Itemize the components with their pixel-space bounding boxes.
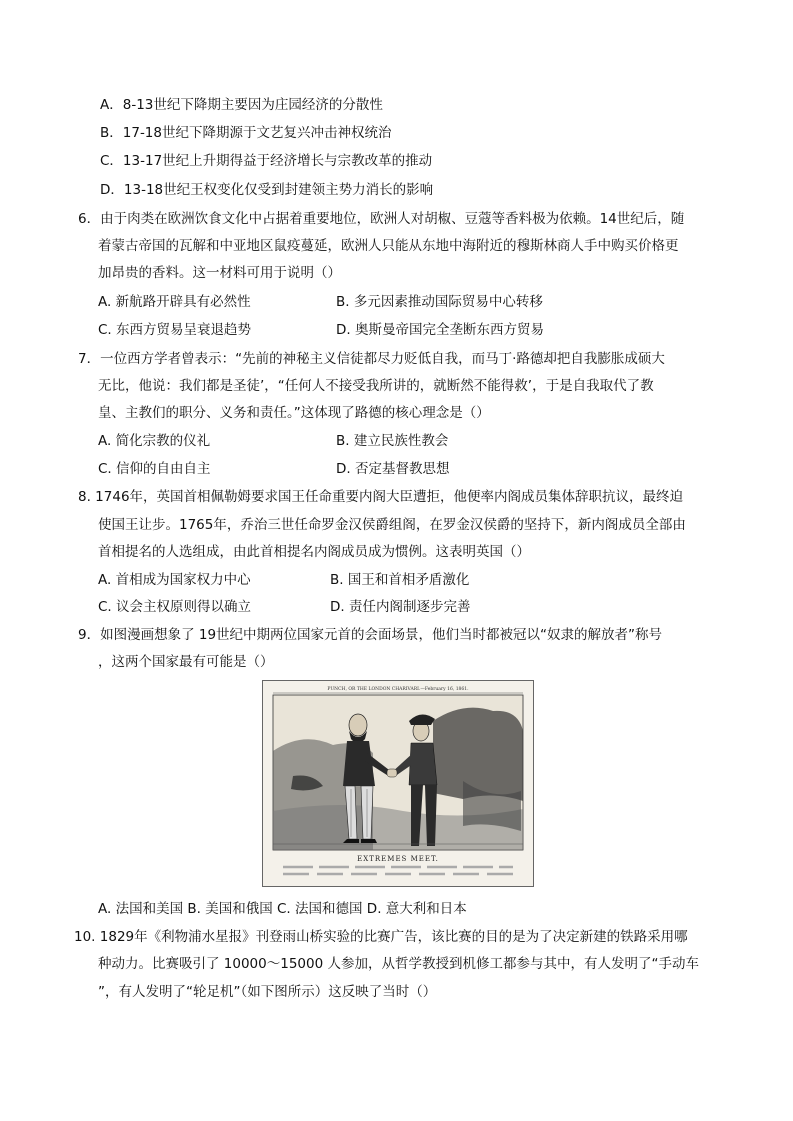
q5-option-d: D．13-18世纪王权变化仅受到封建领主势力消长的影响 — [100, 182, 434, 198]
q6-option-d: D. 奥斯曼帝国完全垄断东西方贸易 — [336, 322, 544, 338]
q8-option-b: B. 国王和首相矛盾激化 — [330, 572, 470, 588]
q7-option-a: A. 简化宗教的仪礼 — [98, 433, 211, 449]
q7-option-b: B. 建立民族性教会 — [336, 433, 449, 449]
q5-option-c: C．13-17世纪上升期得益于经济增长与宗教改革的推动 — [100, 153, 433, 169]
q8-stem-line-2: 使国王让步。1765年，乔治三世任命罗金汉侯爵组阁，在罗金汉侯爵的坚持下，新内阁成员全部由 — [98, 517, 686, 533]
q7-stem-line-3: 皇、主教们的职分、义务和责任。”这体现了路德的核心理念是（） — [98, 405, 490, 421]
q8-option-a: A. 首相成为国家权力中心 — [98, 572, 251, 588]
cartoon-caption: EXTREMES MEET. — [357, 855, 439, 863]
q6-option-a: A. 新航路开辟具有必然性 — [98, 294, 251, 310]
q6-stem-line-1: 6．由于肉类在欧洲饮食文化中占据着重要地位，欧洲人对胡椒、豆蔻等香料极为依赖。14世纪后，随 — [78, 211, 685, 227]
q6-option-b: B. 多元因素推动国际贸易中心转移 — [336, 294, 543, 310]
q5-option-b: B．17-18世纪下降期源于文艺复兴冲击神权统治 — [100, 125, 392, 141]
punch-cartoon-image — [262, 680, 534, 887]
q6-stem-line-2: 着蒙古帝国的瓦解和中亚地区鼠疫蔓延，欧洲人只能从东地中海附近的穆斯林商人手中购买价格更 — [98, 238, 679, 254]
q8-option-c: C. 议会主权原则得以确立 — [98, 599, 252, 615]
q9-stem-line-1: 9．如图漫画想象了 19世纪中期两位国家元首的会面场景，他们当时都被冠以“奴隶的解放者”称号 — [78, 627, 663, 643]
q10-stem-line-2: 种动力。比赛吸引了 10000～15000 人参加，从哲学教授到机修工都参与其中，有人发明了“手动车 — [98, 956, 699, 972]
q6-stem-line-3: 加昂贵的香料。这一材料可用于说明（） — [98, 265, 341, 281]
q6-option-c: C. 东西方贸易呈衰退趋势 — [98, 322, 252, 338]
q9-stem-line-2: ，这两个国家最有可能是（） — [98, 654, 274, 670]
q7-option-d: D. 否定基督教思想 — [336, 461, 450, 477]
q7-stem-line-1: 7．一位西方学者曾表示：“先前的神秘主义信徒都尽力贬低自我，而马丁·路德却把自我膨胀成硕大 — [78, 351, 665, 367]
q8-option-d: D. 责任内阁制逐步完善 — [330, 599, 471, 615]
q7-option-c: C. 信仰的自由自主 — [98, 461, 211, 477]
q7-stem-line-2: 无比，他说：我们都是圣徒’，“任何人不接受我所讲的，就断然不能得救’，于是自我取代了教 — [98, 378, 654, 394]
cartoon-header: PUNCH, OR THE LONDON CHARIVARI.—February 16, 1861. — [327, 687, 469, 692]
q8-stem-line-3: 首相提名的人选组成，由此首相提名内阁成员成为惯例。这表明英国（） — [98, 544, 530, 560]
q9-options: A. 法国和美国 B. 美国和俄国 C. 法国和德国 D. 意大利和日本 — [98, 901, 467, 917]
q5-option-a: A．8-13世纪下降期主要因为庄园经济的分散性 — [100, 97, 383, 113]
q10-stem-line-1: 10. 1829年《利物浦水星报》刊登雨山桥实验的比赛广告，该比赛的目的是为了决定新建的铁路采用哪 — [74, 929, 688, 945]
q8-stem-line-1: 8. 1746年，英国首相佩勒姆要求国王任命重要内阁大臣遭拒，他便率内阁成员集体辞职抗议，最终迫 — [78, 489, 684, 505]
q10-stem-line-3: ”，有人发明了“轮足机”（如下图所示）这反映了当时（） — [98, 984, 437, 1000]
